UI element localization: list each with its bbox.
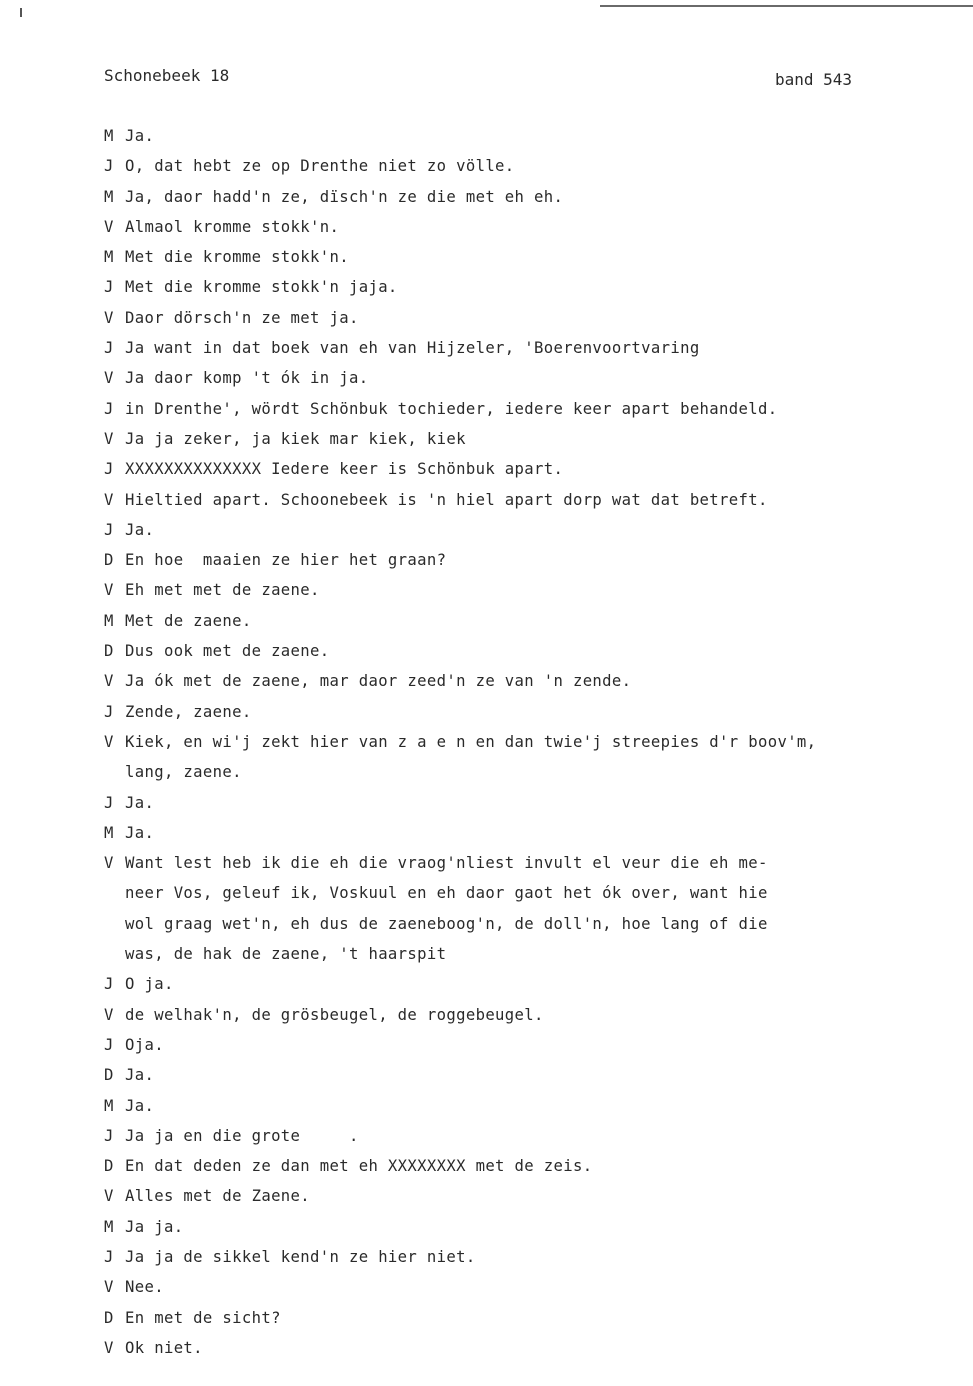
transcript-line bbox=[104, 915, 924, 945]
speaker-label: V bbox=[104, 1338, 114, 1357]
transcript-line bbox=[104, 733, 924, 763]
transcript-line bbox=[104, 1127, 924, 1157]
utterance-text: Ja want in dat boek van eh van Hijzeler, 'Boerenvoortvaring bbox=[125, 339, 700, 358]
utterance-text: O, dat hebt ze op Drenthe niet zo völle. bbox=[125, 157, 515, 176]
speaker-label: V bbox=[104, 490, 114, 509]
speaker-label: M bbox=[104, 823, 114, 842]
utterance-text: neer Vos, geleuf ik, Voskuul en eh daor gaot het ók over, want hie bbox=[125, 884, 768, 903]
speaker-label: J bbox=[104, 399, 114, 418]
utterance-text: Want lest heb ik die eh die vraog'nliest invult el veur die eh me- bbox=[125, 854, 768, 873]
utterance-text: was, de hak de zaene, 't haarspit bbox=[125, 945, 447, 964]
document-header-left: Schonebeek 18 bbox=[104, 66, 230, 85]
utterance-text: Kiek, en wi'j zekt hier van z a e n en dan twie'j streepies d'r boov'm, bbox=[125, 732, 817, 751]
utterance-text: Met die kromme stokk'n jaja. bbox=[125, 278, 398, 297]
speaker-label: J bbox=[104, 460, 114, 479]
transcript-line bbox=[104, 1097, 924, 1127]
transcript-line bbox=[104, 369, 924, 399]
transcript-line bbox=[104, 975, 924, 1005]
transcript-line bbox=[104, 945, 924, 975]
speaker-label: J bbox=[104, 278, 114, 297]
utterance-text: En hoe maaien ze hier het graan? bbox=[125, 551, 447, 570]
top-rule bbox=[600, 5, 973, 7]
speaker-label: J bbox=[104, 157, 114, 176]
utterance-text: Ja ja. bbox=[125, 1217, 184, 1236]
transcript-line bbox=[104, 854, 924, 884]
transcript-line bbox=[104, 218, 924, 248]
transcript-line bbox=[104, 824, 924, 854]
speaker-label: J bbox=[104, 975, 114, 994]
speaker-label: V bbox=[104, 1187, 114, 1206]
transcript-line bbox=[104, 763, 924, 793]
speaker-label: D bbox=[104, 1157, 114, 1176]
speaker-label: J bbox=[104, 1035, 114, 1054]
utterance-text: En dat deden ze dan met eh XXXXXXXX met de zeis. bbox=[125, 1157, 593, 1176]
transcript-line bbox=[104, 1218, 924, 1248]
utterance-text: Oja. bbox=[125, 1035, 164, 1054]
utterance-text: Ja. bbox=[125, 520, 155, 539]
speaker-label: D bbox=[104, 1066, 114, 1085]
transcript-line bbox=[104, 1339, 924, 1369]
utterance-text: Ok niet. bbox=[125, 1338, 203, 1357]
utterance-text: O ja. bbox=[125, 975, 174, 994]
transcript-line bbox=[104, 884, 924, 914]
speaker-label: J bbox=[104, 702, 114, 721]
transcript-line bbox=[104, 1157, 924, 1187]
transcript-line bbox=[104, 1309, 924, 1339]
utterance-text: Met die kromme stokk'n. bbox=[125, 248, 349, 267]
transcript-line bbox=[104, 1248, 924, 1278]
transcript-line bbox=[104, 1036, 924, 1066]
speaker-label: V bbox=[104, 429, 114, 448]
margin-mark bbox=[20, 8, 22, 17]
transcript-line bbox=[104, 460, 924, 490]
speaker-label: V bbox=[104, 1005, 114, 1024]
speaker-label: M bbox=[104, 1096, 114, 1115]
transcript-line bbox=[104, 612, 924, 642]
utterance-text: lang, zaene. bbox=[125, 763, 242, 782]
utterance-text: Nee. bbox=[125, 1278, 164, 1297]
transcript-line bbox=[104, 188, 924, 218]
speaker-label: J bbox=[104, 520, 114, 539]
utterance-text: Ja ók met de zaene, mar daor zeed'n ze van 'n zende. bbox=[125, 672, 632, 691]
speaker-label: V bbox=[104, 308, 114, 327]
transcript-line bbox=[104, 127, 924, 157]
utterance-text: Ja ja de sikkel kend'n ze hier niet. bbox=[125, 1247, 476, 1266]
transcript-line bbox=[104, 157, 924, 187]
transcript-line bbox=[104, 1006, 924, 1036]
utterance-text: Ja. bbox=[125, 793, 155, 812]
speaker-label: M bbox=[104, 611, 114, 630]
utterance-text: Ja daor komp 't ók in ja. bbox=[125, 369, 369, 388]
speaker-label: M bbox=[104, 248, 114, 267]
utterance-text: de welhak'n, de grösbeugel, de roggebeugel. bbox=[125, 1005, 544, 1024]
transcript-line bbox=[104, 248, 924, 278]
transcript-line bbox=[104, 1066, 924, 1096]
utterance-text: Zende, zaene. bbox=[125, 702, 252, 721]
transcript-line bbox=[104, 672, 924, 702]
utterance-text: Ja ja en die grote . bbox=[125, 1126, 359, 1145]
transcript-line bbox=[104, 339, 924, 369]
utterance-text: Hieltied apart. Schoonebeek is 'n hiel apart dorp wat dat betreft. bbox=[125, 490, 768, 509]
speaker-label: D bbox=[104, 642, 114, 661]
speaker-label: J bbox=[104, 1247, 114, 1266]
speaker-label: M bbox=[104, 1217, 114, 1236]
transcript-line bbox=[104, 491, 924, 521]
speaker-label: J bbox=[104, 1126, 114, 1145]
speaker-label: M bbox=[104, 127, 114, 145]
utterance-text: Ja, daor hadd'n ze, dïsch'n ze die met eh eh. bbox=[125, 187, 564, 206]
speaker-label: V bbox=[104, 854, 114, 873]
utterance-text: Met de zaene. bbox=[125, 611, 252, 630]
utterance-text: Almaol kromme stokk'n. bbox=[125, 217, 340, 236]
transcript-line bbox=[104, 1278, 924, 1308]
speaker-label: D bbox=[104, 551, 114, 570]
utterance-text: Ja. bbox=[125, 1066, 155, 1085]
utterance-text: Ja ja zeker, ja kiek mar kiek, kiek bbox=[125, 429, 466, 448]
document-header-right: band 543 bbox=[775, 70, 853, 89]
transcript-line bbox=[104, 309, 924, 339]
transcript-line bbox=[104, 794, 924, 824]
transcript-line bbox=[104, 581, 924, 611]
utterance-text: in Drenthe', wördt Schönbuk tochieder, iedere keer apart behandeld. bbox=[125, 399, 778, 418]
utterance-text: wol graag wet'n, eh dus de zaeneboog'n, de doll'n, hoe lang of die bbox=[125, 914, 768, 933]
transcript-line bbox=[104, 430, 924, 460]
speaker-label: J bbox=[104, 793, 114, 812]
transcript-line bbox=[104, 551, 924, 581]
transcript-body bbox=[104, 127, 924, 1369]
transcript-line bbox=[104, 642, 924, 672]
speaker-label: V bbox=[104, 369, 114, 388]
utterance-text: XXXXXXXXXXXXXX Iedere keer is Schönbuk apart. bbox=[125, 460, 564, 479]
speaker-label: V bbox=[104, 732, 114, 751]
speaker-label: J bbox=[104, 339, 114, 358]
utterance-text: Ja. bbox=[125, 1096, 155, 1115]
transcript-line bbox=[104, 278, 924, 308]
speaker-label: V bbox=[104, 217, 114, 236]
speaker-label: D bbox=[104, 1308, 114, 1327]
utterance-text: Daor dörsch'n ze met ja. bbox=[125, 308, 359, 327]
speaker-label: V bbox=[104, 581, 114, 600]
transcript-line bbox=[104, 400, 924, 430]
speaker-label: V bbox=[104, 672, 114, 691]
utterance-text: Ja. bbox=[125, 127, 155, 145]
utterance-text: Dus ook met de zaene. bbox=[125, 642, 330, 661]
speaker-label: M bbox=[104, 187, 114, 206]
utterance-text: En met de sicht? bbox=[125, 1308, 281, 1327]
speaker-label: V bbox=[104, 1278, 114, 1297]
transcript-line bbox=[104, 521, 924, 551]
transcript-line bbox=[104, 703, 924, 733]
utterance-text: Alles met de Zaene. bbox=[125, 1187, 311, 1206]
utterance-text: Ja. bbox=[125, 823, 155, 842]
utterance-text: Eh met met de zaene. bbox=[125, 581, 320, 600]
transcript-line bbox=[104, 1187, 924, 1217]
